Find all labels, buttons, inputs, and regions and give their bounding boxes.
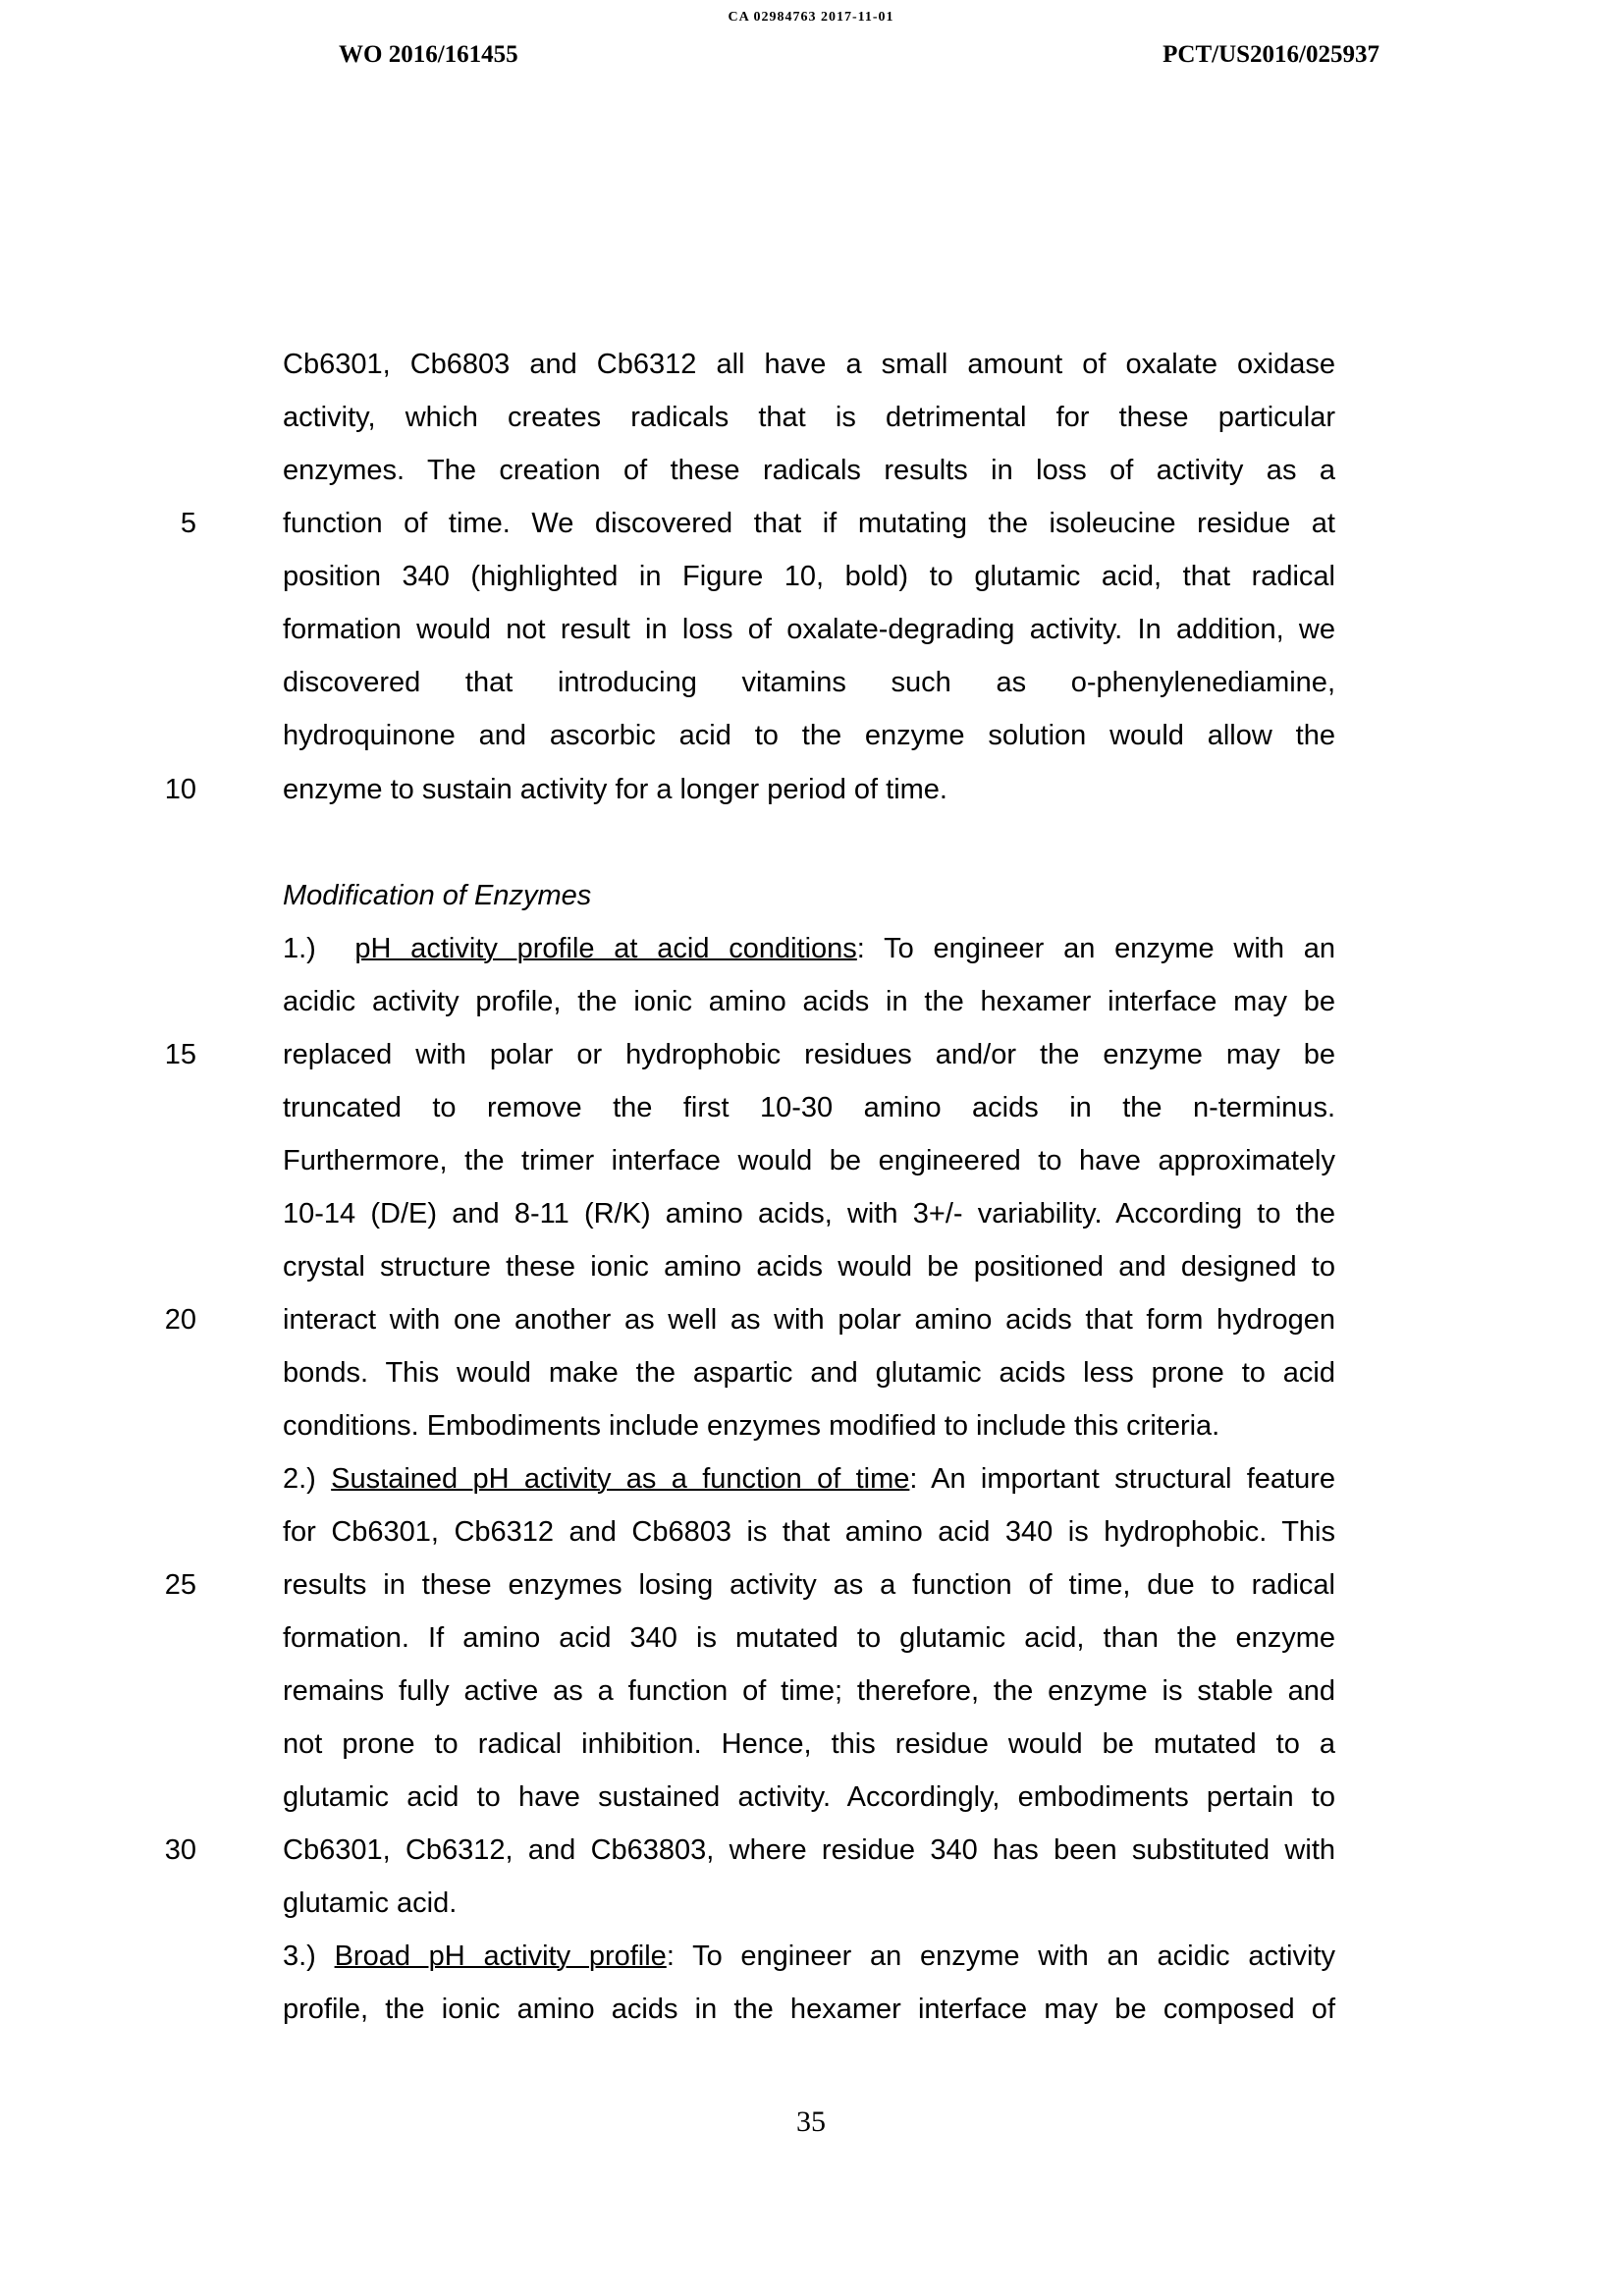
text-line: 10-14 (D/E) and 8-11 (R/K) amino acids, with 3+/- variability. According to the (283, 1198, 1335, 1230)
section-heading: Modification of Enzymes (283, 880, 592, 911)
text-line: remains fully active as a function of time; therefore, the enzyme is stable and (283, 1675, 1335, 1707)
text-line: formation would not result in loss of oxalate-degrading activity. In addition, we (283, 614, 1335, 645)
line-number: 20 (164, 1304, 196, 1336)
line-number: 30 (164, 1834, 196, 1866)
item-title: Sustained pH activity as a function of time (331, 1463, 910, 1495)
item-number: 3.) (283, 1941, 316, 1972)
text-line: conditions. Embodiments include enzymes modified to include this criteria. (283, 1410, 1220, 1442)
text-line: enzyme to sustain activity for a longer period of time. (283, 774, 947, 805)
line-number: 5 (180, 508, 196, 539)
text-line: hydroquinone and ascorbic acid to the enzyme solution would allow the (283, 720, 1335, 751)
text-line: Cb6301, Cb6803 and Cb6312 all have a small amount of oxalate oxidase (283, 349, 1335, 380)
text-line: profile, the ionic amino acids in the hexamer interface may be composed of (283, 1994, 1335, 2025)
text-line: replaced with polar or hydrophobic residues and/or the enzyme may be (283, 1039, 1335, 1070)
text-line: enzymes. The creation of these radicals results in loss of activity as a (283, 455, 1335, 486)
text-line: Furthermore, the trimer interface would be engineered to have approximately (283, 1145, 1335, 1176)
item-3-first-line (283, 1937, 1335, 1976)
item-text: : To engineer an enzyme with an (856, 933, 1335, 964)
item-1-first-line (283, 929, 1335, 968)
text-line: results in these enzymes losing activity as a function of time, due to radical (283, 1569, 1335, 1601)
text-line: not prone to radical inhibition. Hence, this residue would be mutated to a (283, 1728, 1335, 1760)
line-number: 15 (164, 1039, 196, 1070)
item-text: : An important structural feature (909, 1463, 1335, 1495)
item-title: pH activity profile at acid conditions (354, 933, 857, 964)
item-number: 2.) (283, 1463, 316, 1495)
item-2-first-line (283, 1459, 1335, 1499)
text-line: activity, which creates radicals that is detrimental for these particular (283, 402, 1335, 433)
text-line: glutamic acid. (283, 1887, 458, 1919)
text-line: glutamic acid to have sustained activity. Accordingly, embodiments pertain to (283, 1781, 1335, 1813)
text-line: bonds. This would make the aspartic and glutamic acids less prone to acid (283, 1357, 1335, 1389)
text-line: interact with one another as well as with polar amino acids that form hydrogen (283, 1304, 1335, 1336)
text-line: position 340 (highlighted in Figure 10, bold) to glutamic acid, that radical (283, 561, 1335, 592)
text-line: formation. If amino acid 340 is mutated to glutamic acid, than the enzyme (283, 1622, 1335, 1654)
item-title: Broad pH activity profile (334, 1941, 667, 1972)
publication-number: WO 2016/161455 (339, 41, 518, 68)
application-number: PCT/US2016/025937 (1162, 41, 1379, 68)
text-line: for Cb6301, Cb6312 and Cb6803 is that amino acid 340 is hydrophobic. This (283, 1516, 1335, 1548)
line-number: 25 (164, 1569, 196, 1601)
text-line: discovered that introducing vitamins such as o-phenylenediamine, (283, 667, 1335, 698)
text-line: Cb6301, Cb6312, and Cb63803, where residue 340 has been substituted with (283, 1834, 1335, 1866)
text-line: acidic activity profile, the ionic amino acids in the hexamer interface may be (283, 986, 1335, 1017)
item-number: 1.) (283, 933, 316, 964)
line-number: 10 (164, 774, 196, 805)
item-text: : To engineer an enzyme with an acidic activity (666, 1941, 1336, 1972)
text-line: crystal structure these ionic amino acids would be positioned and designed to (283, 1251, 1335, 1283)
page-number: 35 (796, 2105, 826, 2138)
filing-stamp: CA 02984763 2017-11-01 (728, 10, 894, 25)
text-line: function of time. We discovered that if mutating the isoleucine residue at (283, 508, 1335, 539)
text-line: truncated to remove the first 10-30 amino acids in the n-terminus. (283, 1092, 1335, 1123)
